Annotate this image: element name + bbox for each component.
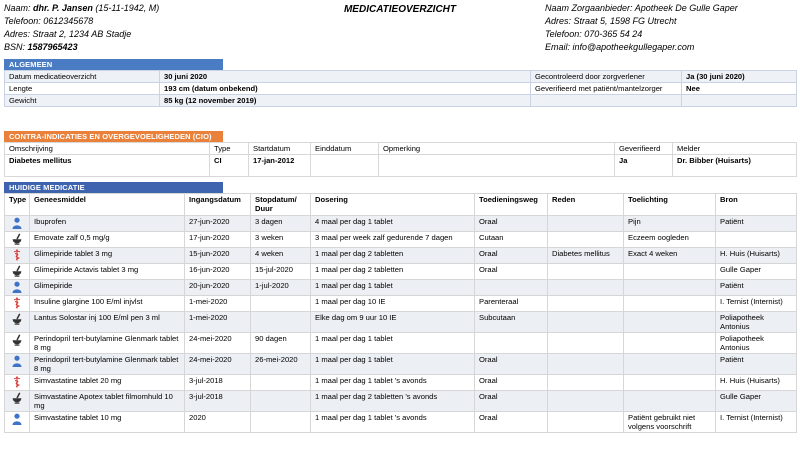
medicatie-reason-cell bbox=[548, 375, 624, 391]
medicatie-note-cell bbox=[624, 264, 716, 280]
medicatie-name-cell: Simvastatine tablet 20 mg bbox=[30, 375, 185, 391]
medicatie-source-cell: Patiënt bbox=[716, 216, 797, 232]
algemeen-label: Lengte bbox=[5, 83, 160, 95]
medicatie-name-cell: Ibuprofen bbox=[30, 216, 185, 232]
medicatie-row bbox=[5, 412, 797, 433]
medicatie-start-cell: 16-jun-2020 bbox=[185, 264, 251, 280]
algemeen-value: 193 cm (datum onbekend) bbox=[160, 83, 531, 95]
medicatie-name-cell: Simvastatine tablet 10 mg bbox=[30, 412, 185, 433]
medicatie-route-cell: Subcutaan bbox=[475, 312, 548, 333]
medicatie-stop-cell: 1-jul-2020 bbox=[251, 280, 311, 296]
medicatie-row bbox=[5, 312, 797, 333]
mortar-pestle-icon bbox=[6, 313, 28, 325]
medicatie-route-cell: Oraal bbox=[475, 354, 548, 375]
cio-column-header: Type bbox=[210, 143, 249, 155]
medicatie-dose-cell: 1 maal per dag 2 tabletten bbox=[311, 264, 475, 280]
medicatie-row bbox=[5, 296, 797, 312]
medicatie-source-cell: Poliapotheek Antonius bbox=[716, 333, 797, 354]
medicatie-reason-cell: Diabetes mellitus bbox=[548, 248, 624, 264]
medicatie-stop-cell: 3 dagen bbox=[251, 216, 311, 232]
medicatie-row bbox=[5, 232, 797, 248]
cio-row bbox=[5, 155, 797, 177]
mortar-pestle-icon bbox=[6, 265, 28, 277]
medicatie-column-header: Geneesmiddel bbox=[30, 194, 185, 216]
medicatie-column-header: Stopdatum/ Duur bbox=[251, 194, 311, 216]
medicatie-row bbox=[5, 280, 797, 296]
medicatie-source-cell: Patiënt bbox=[716, 354, 797, 375]
medicatie-stop-cell: 3 weken bbox=[251, 232, 311, 248]
algemeen-row bbox=[5, 95, 797, 107]
medicatie-note-cell: Eczeem oogleden bbox=[624, 232, 716, 248]
cio-column-header: Opmerking bbox=[379, 143, 615, 155]
algemeen-label: Geverifieerd met patiënt/mantelzorger bbox=[531, 83, 682, 95]
medicatie-stop-cell bbox=[251, 296, 311, 312]
type-cell bbox=[5, 391, 30, 412]
medicatie-source-cell: Gulle Gaper bbox=[716, 264, 797, 280]
cio-column-header: Einddatum bbox=[311, 143, 379, 155]
algemeen-row bbox=[5, 83, 797, 95]
medicatie-source-cell: H. Huis (Huisarts) bbox=[716, 248, 797, 264]
medicatie-source-cell: I. Ternist (Internist) bbox=[716, 412, 797, 433]
person-icon bbox=[6, 281, 28, 293]
medicatie-stop-cell bbox=[251, 375, 311, 391]
medicatie-row bbox=[5, 354, 797, 375]
caduceus-icon bbox=[6, 249, 28, 261]
type-cell bbox=[5, 296, 30, 312]
medicatie-dose-cell: 3 maal per week zalf gedurende 7 dagen bbox=[311, 232, 475, 248]
algemeen-value: 85 kg (12 november 2019) bbox=[160, 95, 531, 107]
medicatie-dose-cell: 1 maal per dag 2 tabletten 's avonds bbox=[311, 391, 475, 412]
provider-name: Naam Zorgaanbieder: Apotheek De Gulle Gaper bbox=[545, 3, 738, 13]
medicatie-reason-cell bbox=[548, 264, 624, 280]
type-cell bbox=[5, 412, 30, 433]
medicatie-start-cell: 24-mei-2020 bbox=[185, 354, 251, 375]
medicatie-reason-cell bbox=[548, 232, 624, 248]
algemeen-value: 30 juni 2020 bbox=[160, 71, 531, 83]
algemeen-label: Datum medicatieoverzicht bbox=[5, 71, 160, 83]
provider-phone: Telefoon: 070-365 54 24 bbox=[545, 29, 643, 39]
medicatie-route-cell: Oraal bbox=[475, 375, 548, 391]
medicatie-route-cell: Oraal bbox=[475, 216, 548, 232]
caduceus-icon bbox=[6, 376, 28, 388]
medicatie-route-cell: Cutaan bbox=[475, 232, 548, 248]
medicatie-start-cell: 24-mei-2020 bbox=[185, 333, 251, 354]
section-tab-algemeen: ALGEMEEN bbox=[4, 59, 223, 70]
medicatie-table bbox=[4, 193, 797, 433]
mortar-pestle-icon bbox=[6, 334, 28, 346]
document-header bbox=[4, 2, 796, 54]
section-tab-cio: CONTRA-INDICATIES EN OVERGEVOELIGHEDEN (CIO) bbox=[4, 131, 223, 142]
patient-phone: Telefoon: 0612345678 bbox=[4, 16, 94, 26]
type-cell bbox=[5, 216, 30, 232]
section-tab-medicatie: HUIDIGE MEDICATIE bbox=[4, 182, 223, 193]
medicatie-start-cell: 27-jun-2020 bbox=[185, 216, 251, 232]
medicatie-note-cell bbox=[624, 280, 716, 296]
mortar-pestle-icon bbox=[6, 233, 28, 245]
medicatie-reason-cell bbox=[548, 216, 624, 232]
medicatie-route-cell: Parenteraal bbox=[475, 296, 548, 312]
medicatie-row bbox=[5, 391, 797, 412]
medicatie-name-cell: Simvastatine Apotex tablet filmomhuld 10 mg bbox=[30, 391, 185, 412]
medicatie-start-cell: 20-jun-2020 bbox=[185, 280, 251, 296]
medicatie-note-cell bbox=[624, 312, 716, 333]
medicatie-start-cell: 3-jul-2018 bbox=[185, 375, 251, 391]
person-icon bbox=[6, 413, 28, 425]
medicatie-reason-cell bbox=[548, 354, 624, 375]
algemeen-label bbox=[531, 95, 682, 107]
medicatie-route-cell bbox=[475, 333, 548, 354]
medicatie-route-cell bbox=[475, 280, 548, 296]
type-cell bbox=[5, 248, 30, 264]
medicatie-start-cell: 1-mei-2020 bbox=[185, 312, 251, 333]
cio-cell: Ja bbox=[615, 155, 673, 177]
type-cell bbox=[5, 375, 30, 391]
medicatie-column-header: Toedieningsweg bbox=[475, 194, 548, 216]
medicatie-start-cell: 2020 bbox=[185, 412, 251, 433]
provider-email-link[interactable]: Email: info@apotheekgullegaper.com bbox=[545, 42, 695, 52]
cio-cell: Dr. Bibber (Huisarts) bbox=[673, 155, 797, 177]
algemeen-table bbox=[4, 70, 797, 107]
medicatie-reason-cell bbox=[548, 391, 624, 412]
cio-column-header: Startdatum bbox=[249, 143, 311, 155]
patient-address: Adres: Straat 2, 1234 AB Stadje bbox=[4, 29, 132, 39]
medicatie-source-cell: Poliapotheek Antonius bbox=[716, 312, 797, 333]
medicatie-note-cell bbox=[624, 391, 716, 412]
medicatie-name-cell: Insuline glargine 100 E/ml injvlst bbox=[30, 296, 185, 312]
medicatie-source-cell: Gulle Gaper bbox=[716, 391, 797, 412]
medicatie-route-cell: Oraal bbox=[475, 412, 548, 433]
algemeen-value: Nee bbox=[682, 83, 797, 95]
medicatie-row bbox=[5, 264, 797, 280]
type-cell bbox=[5, 280, 30, 296]
medicatie-row bbox=[5, 248, 797, 264]
medicatie-column-header: Bron bbox=[716, 194, 797, 216]
medicatie-dose-cell: 1 maal per dag 1 tablet 's avonds bbox=[311, 412, 475, 433]
medicatie-column-header: Toelichting bbox=[624, 194, 716, 216]
provider-info bbox=[545, 2, 738, 54]
medicatie-note-cell bbox=[624, 375, 716, 391]
medicatie-route-cell: Oraal bbox=[475, 248, 548, 264]
medicatie-reason-cell bbox=[548, 312, 624, 333]
provider-email[interactable] bbox=[545, 41, 738, 54]
cio-column-header: Melder bbox=[673, 143, 797, 155]
medicatie-dose-cell: 4 maal per dag 1 tablet bbox=[311, 216, 475, 232]
medicatie-source-cell: I. Ternist (Internist) bbox=[716, 296, 797, 312]
medicatie-route-cell: Oraal bbox=[475, 264, 548, 280]
medicatie-stop-cell: 4 weken bbox=[251, 248, 311, 264]
medicatie-stop-cell bbox=[251, 391, 311, 412]
medicatie-reason-cell bbox=[548, 333, 624, 354]
medicatie-stop-cell bbox=[251, 312, 311, 333]
cio-cell: Diabetes mellitus bbox=[5, 155, 210, 177]
medicatie-dose-cell: 1 maal per dag 1 tablet bbox=[311, 354, 475, 375]
patient-bsn: BSN: 1587965423 bbox=[4, 42, 78, 52]
medicatie-source-cell bbox=[716, 232, 797, 248]
medicatie-dose-cell: Elke dag om 9 uur 10 IE bbox=[311, 312, 475, 333]
algemeen-value bbox=[682, 95, 797, 107]
medicatie-name-cell: Glimepiride bbox=[30, 280, 185, 296]
medicatie-reason-cell bbox=[548, 296, 624, 312]
medicatie-row bbox=[5, 375, 797, 391]
medicatie-stop-cell: 26-mei-2020 bbox=[251, 354, 311, 375]
medicatie-dose-cell: 1 maal per dag 1 tablet bbox=[311, 333, 475, 354]
medicatie-row bbox=[5, 216, 797, 232]
medicatie-start-cell: 17-jun-2020 bbox=[185, 232, 251, 248]
cio-column-header: Omschrijving bbox=[5, 143, 210, 155]
caduceus-icon bbox=[6, 297, 28, 309]
type-cell bbox=[5, 333, 30, 354]
medicatie-column-header: Reden bbox=[548, 194, 624, 216]
medicatie-reason-cell bbox=[548, 412, 624, 433]
type-cell bbox=[5, 312, 30, 333]
medicatie-source-cell: H. Huis (Huisarts) bbox=[716, 375, 797, 391]
type-cell bbox=[5, 354, 30, 375]
cio-cell bbox=[379, 155, 615, 177]
medicatie-column-header: Type bbox=[5, 194, 30, 216]
cio-cell bbox=[311, 155, 379, 177]
cio-cell: 17-jan-2012 bbox=[249, 155, 311, 177]
document-title: MEDICATIEOVERZICHT bbox=[343, 4, 457, 15]
medicatie-row bbox=[5, 333, 797, 354]
medicatie-dose-cell: 1 maal per dag 2 tabletten bbox=[311, 248, 475, 264]
medicatie-dose-cell: 1 maal per dag 1 tablet bbox=[311, 280, 475, 296]
medicatie-column-header: Ingangsdatum bbox=[185, 194, 251, 216]
person-icon bbox=[6, 355, 28, 367]
medicatie-name-cell: Glimepiride Actavis tablet 3 mg bbox=[30, 264, 185, 280]
provider-address: Adres: Straat 5, 1598 FG Utrecht bbox=[545, 16, 677, 26]
mortar-pestle-icon bbox=[6, 392, 28, 404]
medicatie-source-cell: Patiënt bbox=[716, 280, 797, 296]
medicatie-note-cell: Pijn bbox=[624, 216, 716, 232]
medicatie-stop-cell: 15-jul-2020 bbox=[251, 264, 311, 280]
medicatie-reason-cell bbox=[548, 280, 624, 296]
medicatie-start-cell: 1-mei-2020 bbox=[185, 296, 251, 312]
medicatie-column-header: Dosering bbox=[311, 194, 475, 216]
medicatie-name-cell: Emovate zalf 0,5 mg/g bbox=[30, 232, 185, 248]
type-cell bbox=[5, 232, 30, 248]
medicatie-name-cell: Lantus Solostar inj 100 E/ml pen 3 ml bbox=[30, 312, 185, 333]
medicatie-stop-cell: 90 dagen bbox=[251, 333, 311, 354]
medicatie-stop-cell bbox=[251, 412, 311, 433]
cio-column-header: Geverifieerd bbox=[615, 143, 673, 155]
medicatie-note-cell bbox=[624, 333, 716, 354]
medicatie-route-cell: Oraal bbox=[475, 391, 548, 412]
algemeen-label: Gecontroleerd door zorgverlener bbox=[531, 71, 682, 83]
person-icon bbox=[6, 217, 28, 229]
medicatie-start-cell: 3-jul-2018 bbox=[185, 391, 251, 412]
algemeen-value: Ja (30 juni 2020) bbox=[682, 71, 797, 83]
cio-table bbox=[4, 142, 797, 177]
medicatie-name-cell: Perindopril tert-butylamine Glenmark tablet 8 mg bbox=[30, 354, 185, 375]
medicatie-note-cell: Exact 4 weken bbox=[624, 248, 716, 264]
medicatie-note-cell bbox=[624, 354, 716, 375]
medicatie-dose-cell: 1 maal per dag 10 IE bbox=[311, 296, 475, 312]
cio-cell: CI bbox=[210, 155, 249, 177]
patient-name: Naam: dhr. P. Jansen (15-11-1942, M) bbox=[4, 3, 160, 13]
medicatie-name-cell: Glimepiride tablet 3 mg bbox=[30, 248, 185, 264]
medicatie-note-cell: Patiënt gebruikt niet volgens voorschrift bbox=[624, 412, 716, 433]
medicatie-note-cell bbox=[624, 296, 716, 312]
algemeen-label: Gewicht bbox=[5, 95, 160, 107]
algemeen-row bbox=[5, 71, 797, 83]
type-cell bbox=[5, 264, 30, 280]
medicatie-dose-cell: 1 maal per dag 1 tablet 's avonds bbox=[311, 375, 475, 391]
medicatie-start-cell: 15-jun-2020 bbox=[185, 248, 251, 264]
medicatie-name-cell: Perindopril tert-butylamine Glenmark tablet 8 mg bbox=[30, 333, 185, 354]
